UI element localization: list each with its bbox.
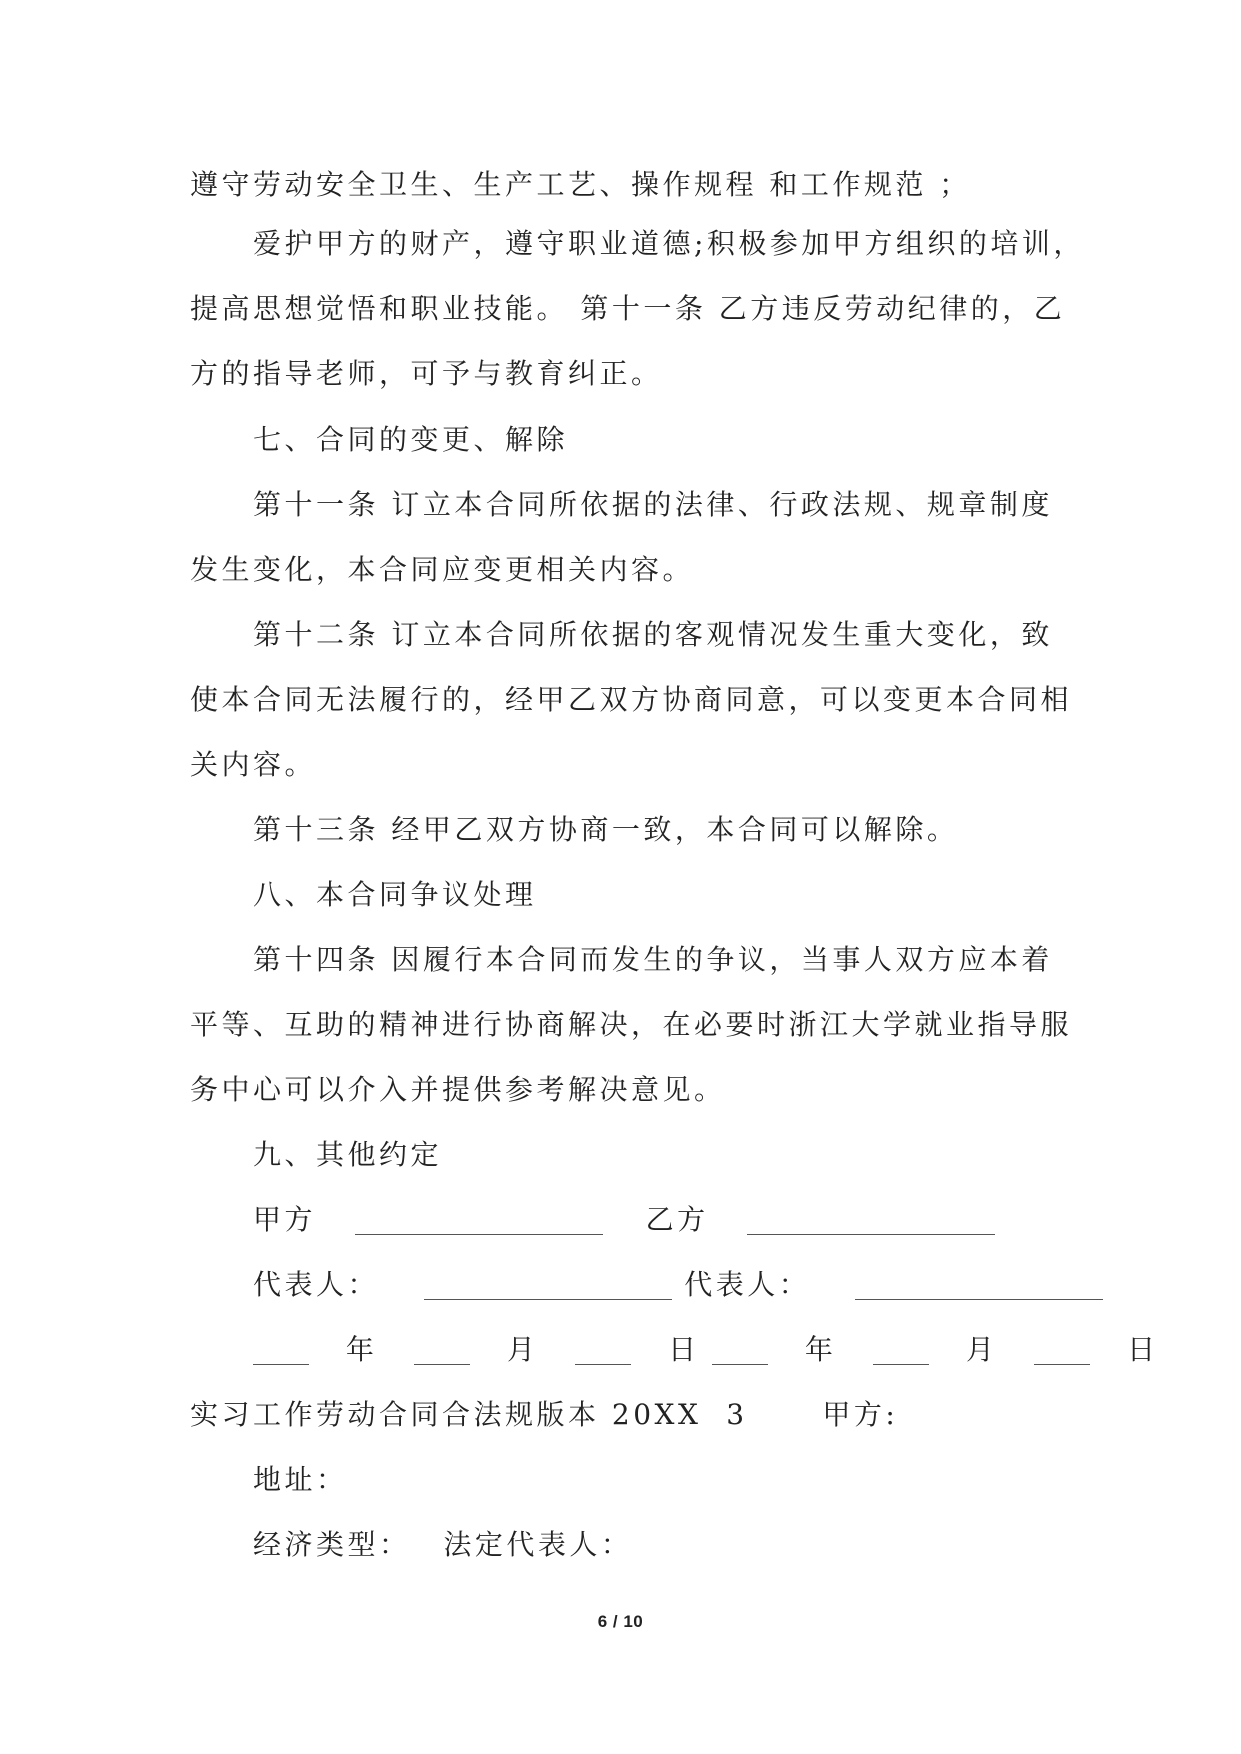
econ-type-line <box>253 1525 632 1565</box>
text-line: 第十一条 订立本合同所依据的法律、行政法规、规章制度 <box>253 488 1053 521</box>
text-line: 方的指导老师，可予与教育纠正。 <box>190 357 663 390</box>
day-a-label: 日 <box>668 1333 700 1366</box>
econ-type-label: 经济类型： <box>253 1528 411 1561</box>
year-a-blank <box>253 1334 309 1365</box>
text-line: 使本合同无法履行的，经甲乙双方协商同意，可以变更本合同相 <box>190 683 1073 716</box>
text-line: 第十二条 订立本合同所依据的客观情况发生重大变化，致 <box>253 618 1053 651</box>
next-contract-title: 实习工作劳动合同合法规版本 20XX 3 <box>190 1398 748 1431</box>
legal-rep-label: 法定代表人： <box>443 1528 633 1561</box>
year-b-blank <box>712 1334 768 1365</box>
year-b-label: 年 <box>804 1333 837 1366</box>
signature-date-line <box>253 1330 1159 1370</box>
page-number: 6 / 10 <box>597 1612 644 1631</box>
signature-rep-line <box>253 1265 1103 1305</box>
text-line: 提高思想觉悟和职业技能。 第十一条 乙方违反劳动纪律的，乙 <box>190 292 1066 325</box>
section-heading: 八、本合同争议处理 <box>253 878 537 911</box>
rep-a-blank <box>424 1269 672 1300</box>
day-a-blank <box>575 1334 631 1365</box>
text-line: 爱护甲方的财产，遵守职业道德;积极参加甲方组织的培训， <box>253 227 1085 260</box>
next-party-a-label: 甲方: <box>822 1398 899 1431</box>
rep-a-label: 代表人： <box>253 1268 380 1301</box>
text-line: 平等、互助的精神进行协商解决，在必要时浙江大学就业指导服 <box>190 1008 1073 1041</box>
month-b-blank <box>873 1334 929 1365</box>
month-a-blank <box>414 1334 470 1365</box>
section-heading: 七、合同的变更、解除 <box>253 423 569 456</box>
month-a-label: 月 <box>506 1333 539 1366</box>
rep-b-label: 代表人： <box>684 1268 811 1301</box>
text-line: 第十三条 经甲乙双方协商一致，本合同可以解除。 <box>253 813 959 846</box>
rep-b-blank <box>855 1269 1103 1300</box>
day-b-label: 日 <box>1127 1333 1159 1366</box>
party-b-label: 乙方 <box>645 1203 709 1236</box>
party-b-blank <box>747 1204 995 1235</box>
section-heading: 九、其他约定 <box>253 1138 443 1171</box>
year-a-label: 年 <box>345 1333 378 1366</box>
text-line: 关内容。 <box>190 748 317 781</box>
text-line: 第十四条 因履行本合同而发生的争议，当事人双方应本着 <box>253 943 1053 976</box>
party-a-blank <box>355 1204 603 1235</box>
address-label: 地址： <box>253 1463 348 1496</box>
text-line: 务中心可以介入并提供参考解决意见。 <box>190 1073 726 1106</box>
text-line: 发生变化，本合同应变更相关内容。 <box>190 553 695 586</box>
party-a-label: 甲方 <box>253 1203 317 1236</box>
signature-party-line <box>253 1200 995 1240</box>
text-line: 遵守劳动安全卫生、生产工艺、操作规程 和工作规范 ； <box>190 168 971 201</box>
month-b-label: 月 <box>965 1333 998 1366</box>
day-b-blank <box>1034 1334 1090 1365</box>
next-contract-title-line <box>190 1395 898 1435</box>
